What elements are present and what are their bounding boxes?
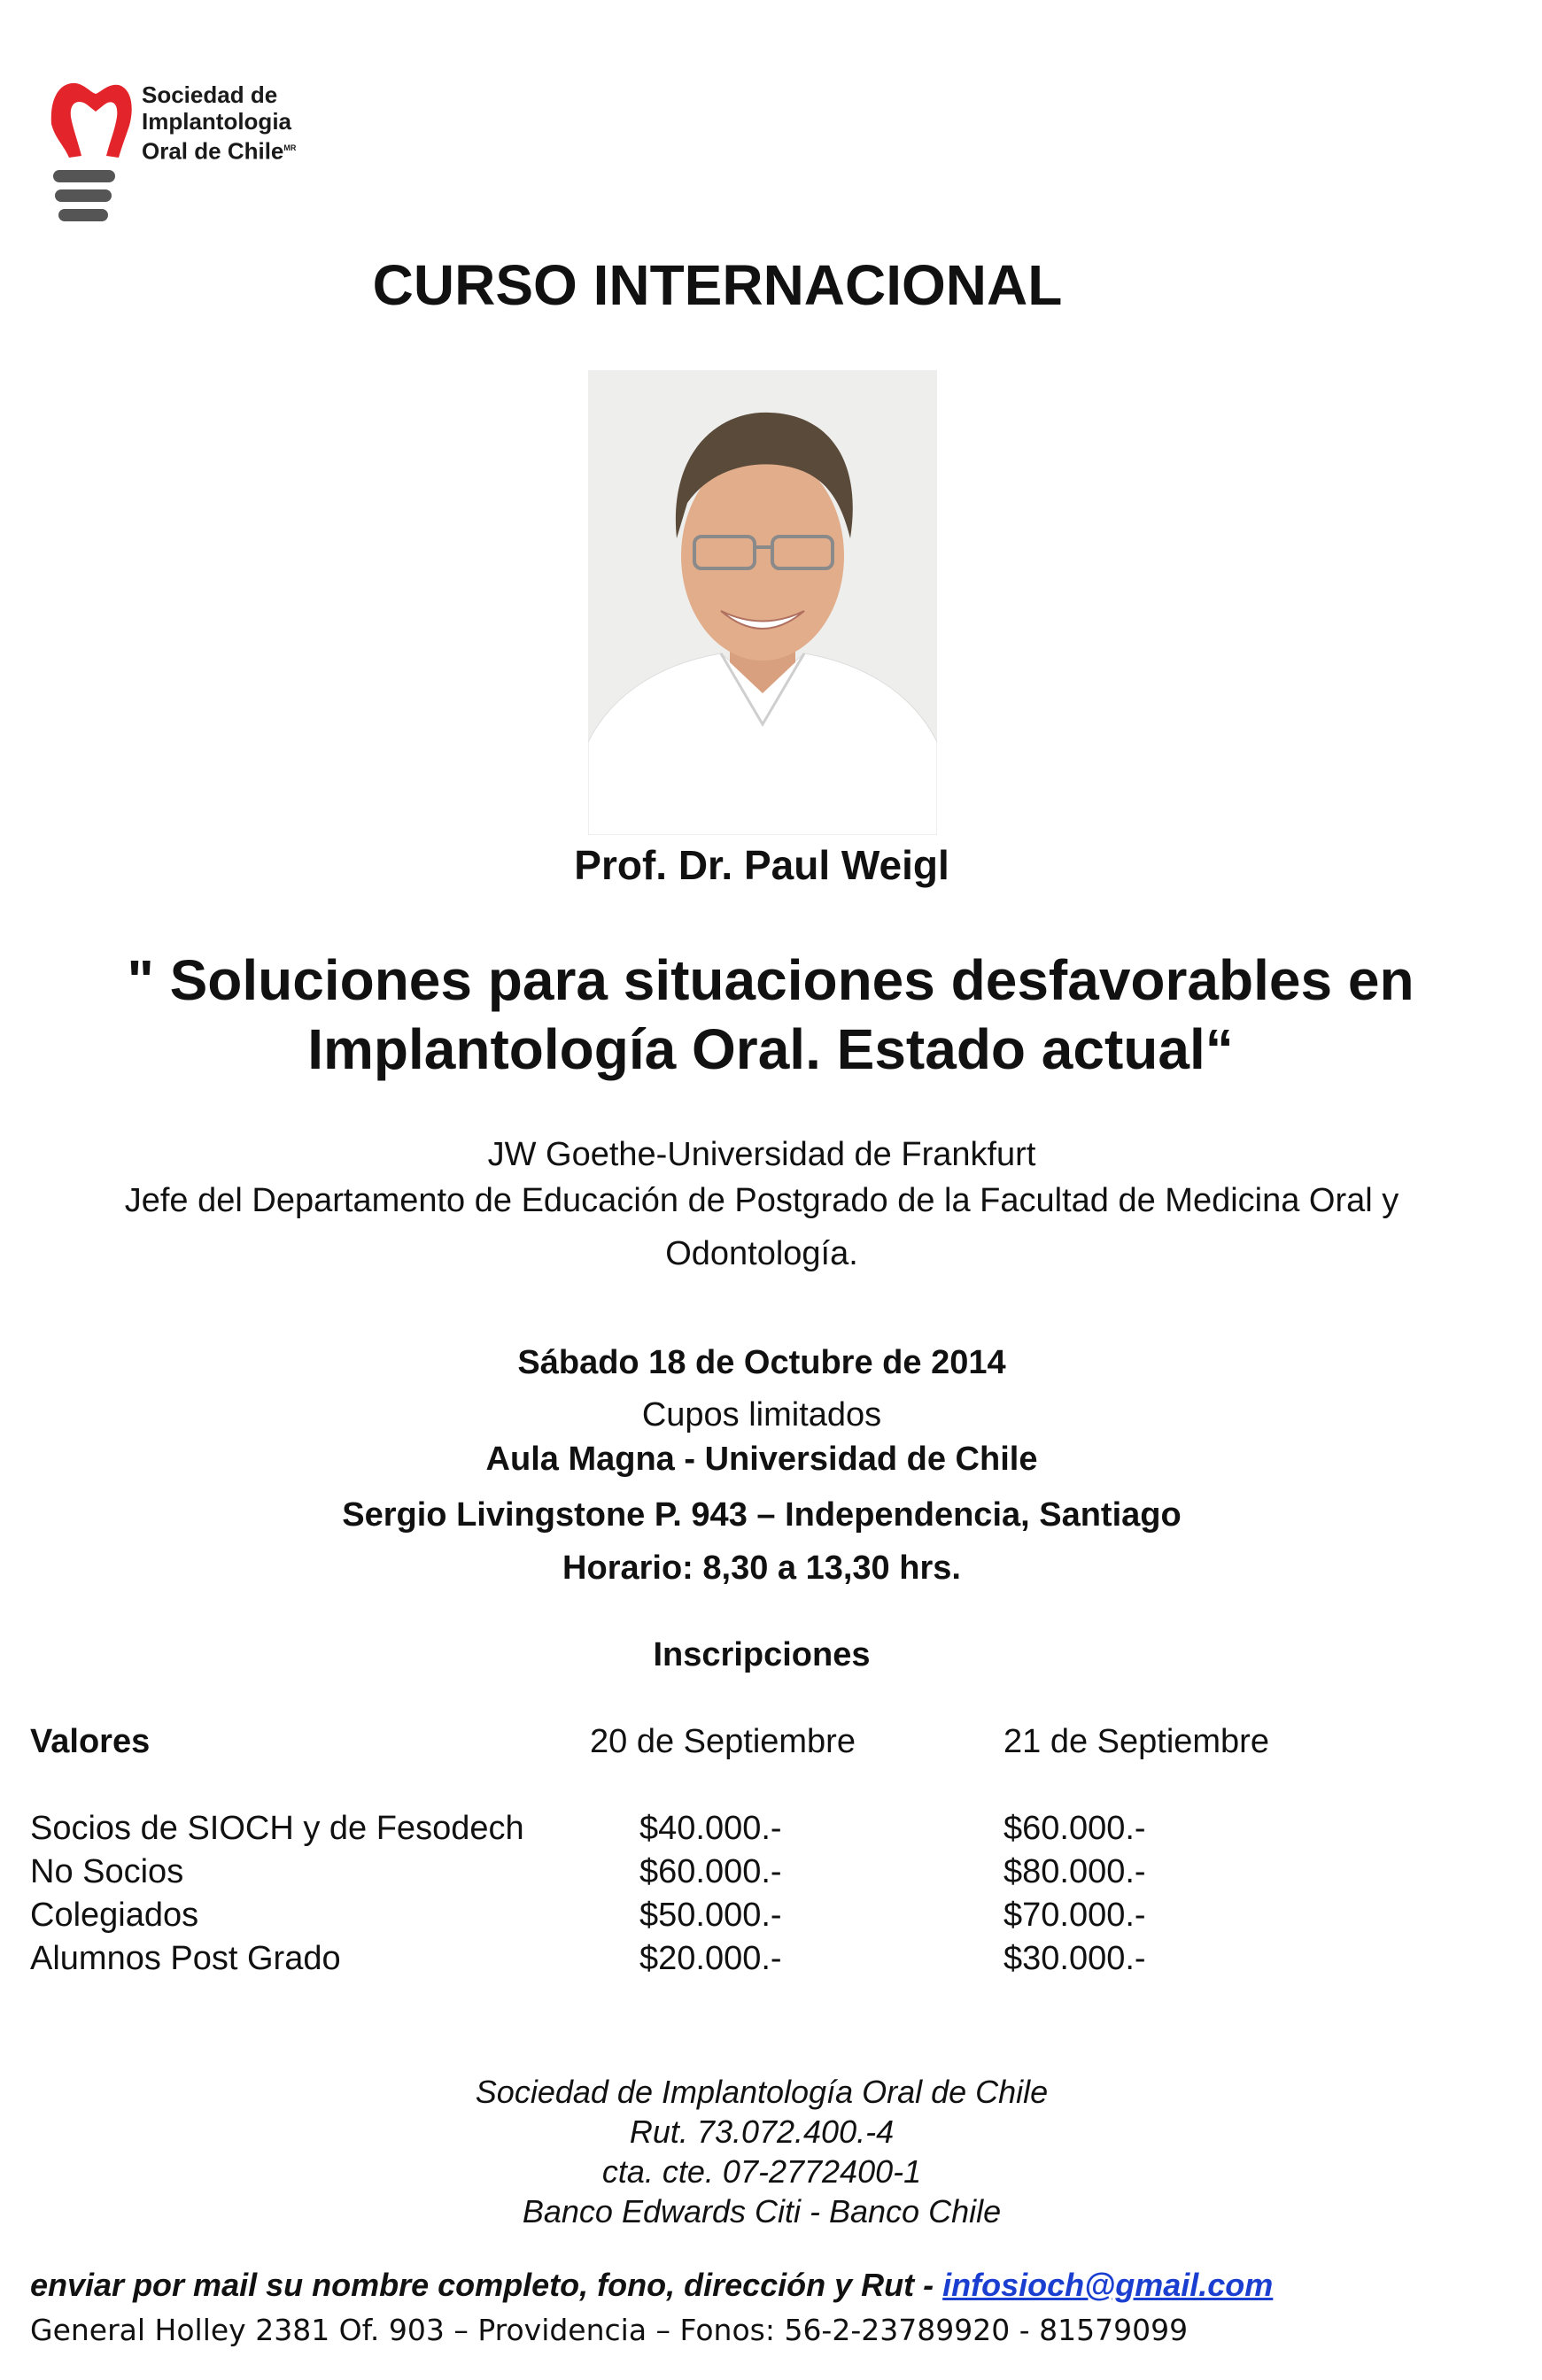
price-early: $60.000.- [639,1853,782,1890]
price-column-late: 21 de Septiembre [1003,1723,1269,1760]
event-address: Sergio Livingstone P. 943 – Independencia, Santiago [342,1496,1182,1534]
speaker-name: Prof. Dr. Paul Weigl [574,842,949,888]
price-category: Alumnos Post Grado [30,1940,341,1977]
logo-line-1: Sociedad de [142,81,278,108]
bank-line-1: Sociedad de Implantología Oral de Chile [475,2074,1049,2110]
price-category: Socios de SIOCH y de Fesodech [30,1810,524,1847]
prices-label: Valores [30,1723,151,1760]
speaker-photo [588,370,937,835]
price-early: $40.000.- [639,1810,782,1847]
price-late: $60.000.- [1003,1810,1146,1847]
institution-line-2: Jefe del Departamento de Educación de Postgrado de la Facultad de Medicina Oral y [124,1182,1399,1219]
contact-address: General Holley 2381 Of. 903 – Providencia – Fonos: 56-2-23789920 - 81579099 [30,2313,1189,2347]
event-date: Sábado 18 de Octubre de 2014 [517,1344,1006,1381]
course-title-line-2: Implantología Oral. Estado actual“ [307,1017,1234,1081]
institution-line-3: Odontología. [665,1235,858,1272]
registration-heading: Inscripciones [653,1636,871,1673]
page-title: CURSO INTERNACIONAL [372,253,1063,317]
logo-text [142,81,296,165]
price-early: $50.000.- [639,1897,782,1934]
price-late: $80.000.- [1003,1853,1146,1890]
bank-line-2: Rut. 73.072.400.-4 [629,2113,895,2150]
institution-line-1: JW Goethe-Universidad de Frankfurt [487,1136,1036,1173]
price-late: $30.000.- [1003,1940,1146,1977]
logo-line-2: Implantologia [142,108,291,135]
contact-instruction [30,2267,1273,2304]
email-link[interactable]: infosioch@gmail.com [942,2267,1274,2303]
tooth-implant-icon [43,71,140,230]
price-early: $20.000.- [639,1940,782,1977]
course-title [35,946,1506,1084]
contact-instruction-text: enviar por mail su nombre completo, fono, dirección y Rut - [30,2267,943,2303]
course-title-line-1: " Soluciones para situaciones desfavorables en [127,948,1414,1012]
bank-line-3: cta. cte. 07-2772400-1 [601,2153,922,2190]
event-schedule: Horario: 8,30 a 13,30 hrs. [562,1549,961,1587]
price-late: $70.000.- [1003,1897,1146,1934]
event-seats: Cupos limitados [641,1396,882,1433]
bank-line-4: Banco Edwards Citi - Banco Chile [522,2193,1002,2229]
logo-line-3: Oral de Chile$^{MR}$ [142,137,297,165]
price-category: Colegiados [30,1897,199,1934]
event-venue: Aula Magna - Universidad de Chile [485,1441,1038,1478]
price-category: No Socios [30,1853,184,1890]
price-column-early: 20 de Septiembre [590,1723,856,1760]
